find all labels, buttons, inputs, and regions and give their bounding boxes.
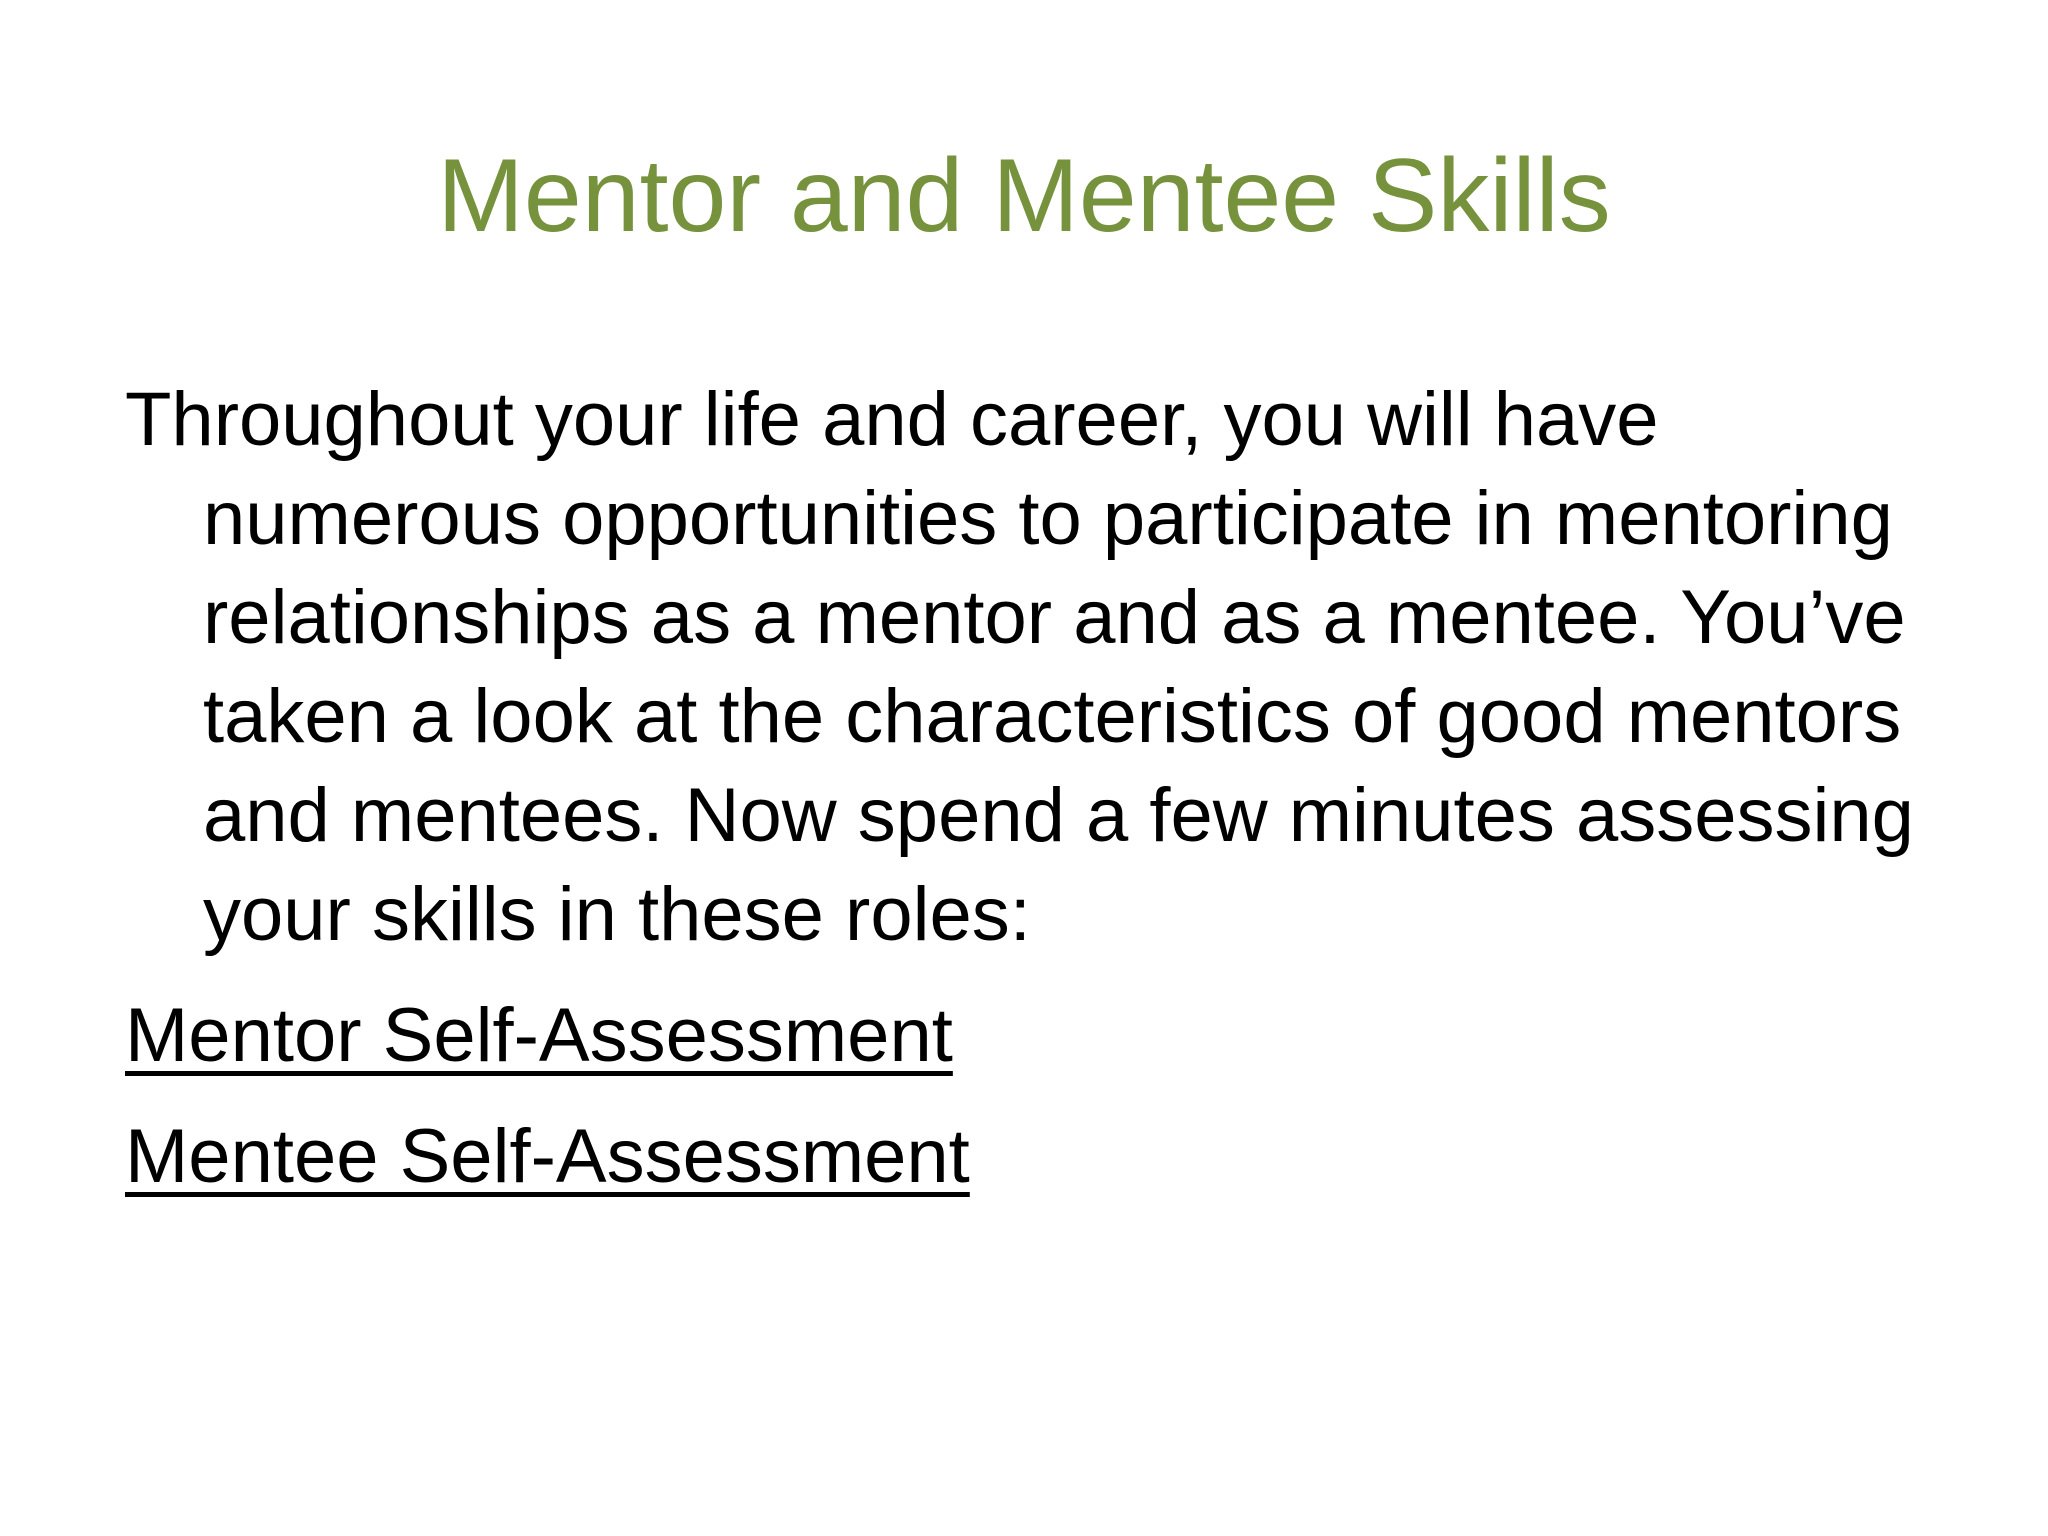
body-paragraph: Throughout your life and career, you will have numerous opportunities to participate in mentoring relationships as a mentor and as a mentee. You’ve taken a look at the characteristics of good mentors and mentees. Now spend a few minutes assessing your skills in these roles: — [125, 377, 1914, 957]
mentor-self-assessment-link[interactable]: Mentor Self-Assessment — [125, 993, 953, 1078]
slide-body — [125, 370, 1945, 1206]
mentee-self-assessment-link[interactable]: Mentee Self-Assessment — [125, 1114, 970, 1199]
slide-title: Mentor and Mentee Skills — [437, 138, 1611, 254]
